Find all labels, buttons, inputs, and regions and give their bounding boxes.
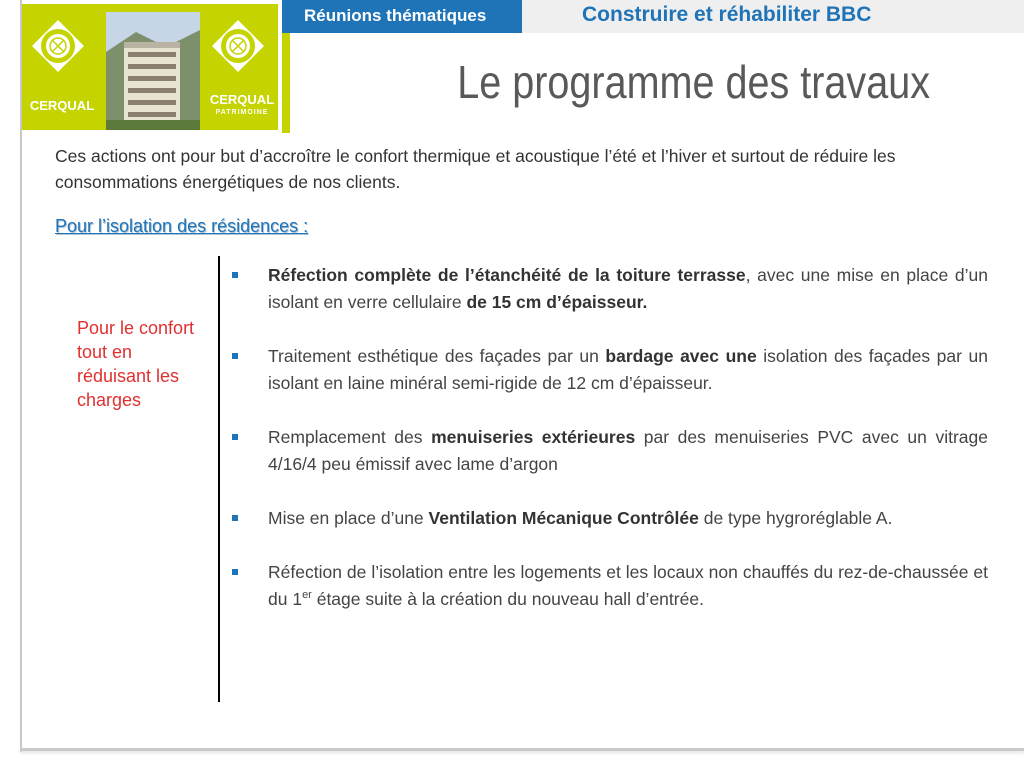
item-text: , avec une mise en place d’un isolant en verre cellulaire	[268, 265, 988, 312]
item-text: de type hygroréglable A.	[698, 508, 893, 528]
header-tab-reunions: Réunions thématiques	[282, 0, 522, 33]
square-bullet-icon	[232, 569, 238, 575]
item-text: Remplacement des	[268, 427, 432, 447]
building-photo	[106, 12, 200, 130]
item-superscript: er	[302, 589, 312, 602]
cerqual-emblem-icon	[30, 18, 86, 74]
list-item	[228, 559, 988, 613]
list-item	[228, 262, 988, 316]
square-bullet-icon	[232, 434, 238, 440]
item-text: Réfection de l’isolation entre les logements et les locaux non chauffés du rez-de-chaussée et du 1	[268, 562, 988, 609]
item-text: Mise en place d’une	[268, 508, 429, 528]
page-title: Le programme des travaux	[457, 56, 930, 108]
cerqual-patrimoine-logo-sub: PATRIMOINE	[215, 109, 269, 116]
item-bold: Réfection complète de l’étanchéité de la toiture terrasse	[268, 265, 746, 285]
list-item	[228, 505, 988, 532]
square-bullet-icon	[232, 272, 238, 278]
vertical-divider	[218, 256, 220, 702]
intro-paragraph: Ces actions ont pour but d’accroître le confort thermique et acoustique l’été et l’hiver et surtout de réduire les consommations énergétiques de nos clients.	[55, 146, 896, 192]
item-text: isolation des façades par un isolant en laine minéral semi-rigide de 12 cm d’épaisseur.	[268, 346, 988, 393]
frame-bottom-border	[20, 748, 1024, 751]
section-heading: Pour l’isolation des résidences :	[55, 216, 309, 236]
logo-panel	[22, 4, 278, 130]
item-bold: menuiseries extérieures	[431, 427, 636, 447]
square-bullet-icon	[232, 353, 238, 359]
item-bold: Ventilation Mécanique Contrôlée	[428, 508, 699, 528]
list-item	[228, 424, 988, 478]
cerqual-logo	[22, 14, 94, 122]
cerqual-patrimoine-logo	[202, 14, 274, 122]
works-list	[228, 262, 988, 640]
cerqual-patrimoine-logo-text: CERQUAL	[209, 92, 275, 107]
item-bold: bardage avec une	[605, 346, 757, 366]
item-text: étage suite à la création du nouveau hall d’entrée.	[311, 589, 704, 609]
item-bold: de 15 cm d’épaisseur.	[466, 292, 648, 312]
cerqual-patrimoine-emblem-icon	[210, 18, 266, 74]
square-bullet-icon	[232, 515, 238, 521]
item-text: par des menuiseries PVC avec un vitrage 4/16/4 peu émissif avec lame d’argon	[268, 427, 988, 474]
list-item	[228, 343, 988, 397]
cerqual-logo-text: CERQUAL	[29, 98, 95, 113]
header-section-label: Construire et réhabiliter BBC	[522, 0, 1024, 33]
side-note: Pour le confort tout en réduisant les charges	[77, 318, 195, 410]
item-text: Traitement esthétique des façades par un	[268, 346, 606, 366]
